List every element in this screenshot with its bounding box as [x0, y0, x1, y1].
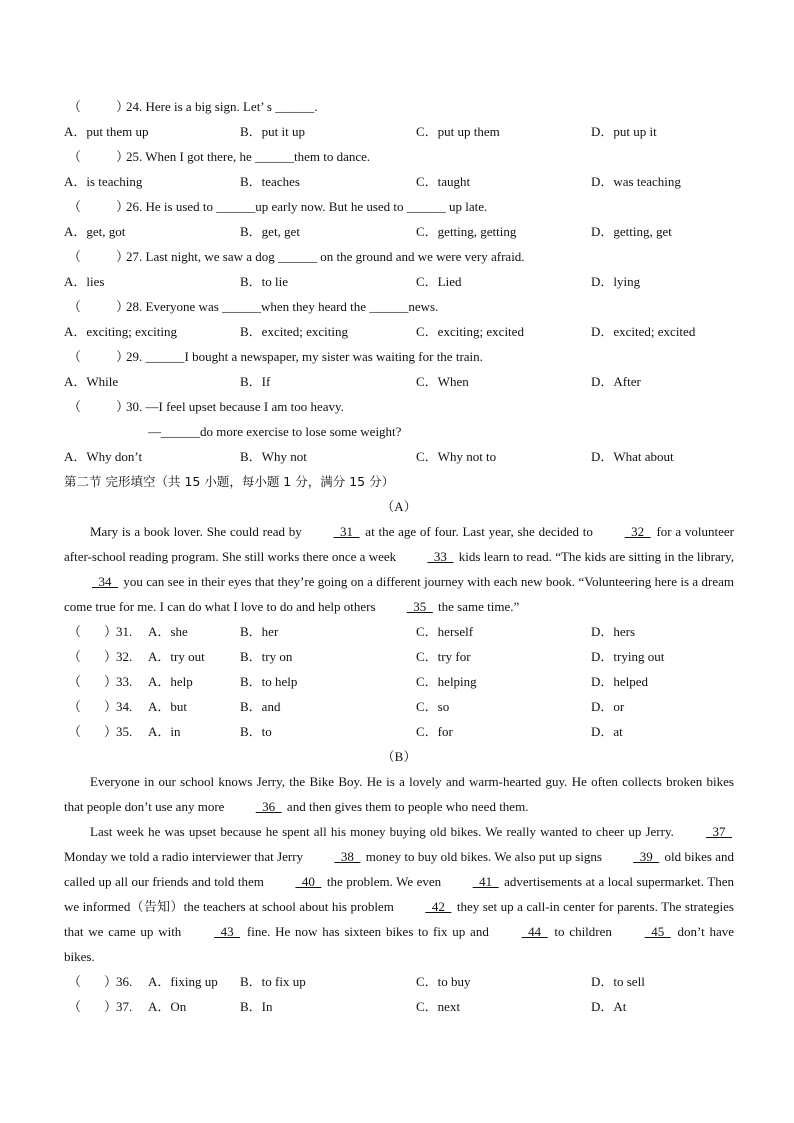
passage-text-segment: you can see in their eyes that they’re going on a different journey with each new book. “Volunteering here is a dream come true for me. I can do what I love to do and help others [64, 574, 734, 614]
option-c: C．helping [416, 674, 477, 689]
option-a: A．lies [64, 274, 105, 289]
question-text: Here is a big sign. Let’ s ______. [145, 99, 318, 114]
question-text: —I feel upset because I am too heavy. [145, 399, 344, 414]
option-a: A．fixing up [148, 974, 218, 989]
option-d: D．lying [591, 274, 641, 289]
option-a: A．put them up [64, 124, 149, 139]
cloze-blank: 36 [255, 799, 282, 814]
answer-paren-open: （ [68, 974, 82, 989]
cloze-question-row [64, 619, 734, 644]
passage-a-questions [64, 619, 734, 744]
option-row [64, 269, 734, 294]
option-row [64, 219, 734, 244]
section-title: 第二节 完形填空（共 15 小题，每小题 1 分，满分 15 分） [64, 474, 395, 489]
passage-text-segment: they set up a call-in center for parents. The strategies that we came up with [64, 899, 734, 939]
cloze-question-row [64, 669, 734, 694]
question-number: 36. [116, 974, 133, 989]
cloze-blank: 34 [92, 574, 118, 589]
passage-text-segment: kids learn to read. “The kids are sitting in the library, [455, 549, 734, 564]
cloze-question-row [64, 694, 734, 719]
cloze-blank: 41 [472, 874, 499, 889]
answer-paren-open: （ [68, 724, 82, 739]
answer-paren-close: ） [104, 624, 118, 639]
answer-paren-open: （ [68, 249, 82, 264]
passage-a-label: （A） [381, 499, 417, 514]
cloze-question-row [64, 994, 734, 1019]
option-b: B．If [240, 374, 271, 389]
option-row [64, 369, 734, 394]
option-d: D．trying out [591, 649, 665, 664]
option-c: C．so [416, 699, 450, 714]
option-c: C．Why not to [416, 449, 497, 464]
option-a: A．Why don’t [64, 449, 143, 464]
question-number: 32. [116, 649, 133, 664]
option-a: A．is teaching [64, 174, 143, 189]
option-a: A．exciting; exciting [64, 324, 178, 339]
answer-paren-close: ） [116, 149, 130, 164]
passage-text-segment: and then gives them to people who need them. [283, 799, 529, 814]
passage-text-segment: Everyone in our school knows Jerry, the Bike Boy. He is a lovely and warm-hearted guy. He often collects broken bikes that people don’t use any more [64, 774, 734, 814]
question-number: 37. [116, 999, 133, 1014]
cloze-blank: 31 [333, 524, 360, 539]
option-a: A．try out [148, 649, 205, 664]
multiple-choice-section [64, 94, 734, 469]
question-number: 25. [126, 149, 146, 164]
answer-paren-close: ） [104, 699, 118, 714]
cloze-blank: 35 [406, 599, 433, 614]
question-stem [64, 94, 734, 119]
question-text: He is used to ______up early now. But he used to ______ up late. [145, 199, 488, 214]
option-d: D．excited; excited [591, 324, 696, 339]
question-stem [64, 194, 734, 219]
option-b: B．to [240, 724, 272, 739]
answer-paren-open: （ [68, 299, 82, 314]
question-number: 24. [126, 99, 146, 114]
option-a: A．but [148, 699, 188, 714]
answer-paren-close: ） [104, 999, 118, 1014]
answer-paren-open: （ [68, 149, 82, 164]
question-number: 29. [126, 349, 146, 364]
option-row [64, 119, 734, 144]
answer-paren-open: （ [68, 199, 82, 214]
option-c: C．next [416, 999, 461, 1014]
option-d: D．put up it [591, 124, 657, 139]
question-number: 31. [116, 624, 133, 639]
question-stem [64, 294, 734, 319]
option-a: A．On [148, 999, 187, 1014]
answer-paren-open: （ [68, 699, 82, 714]
option-a: A．she [148, 624, 188, 639]
option-c: C．exciting; excited [416, 324, 524, 339]
option-a: A．get, got [64, 224, 126, 239]
answer-paren-open: （ [68, 349, 82, 364]
passage-text-segment: the same time.” [434, 599, 520, 614]
passage-text-segment: for a volunteer after-school reading program. She still works there once a week [64, 524, 735, 564]
answer-paren-close: ） [104, 724, 118, 739]
cloze-question-row [64, 644, 734, 669]
option-b: B．and [240, 699, 281, 714]
question-number: 30. [126, 399, 146, 414]
option-c: C．When [416, 374, 469, 389]
cloze-blank: 32 [624, 524, 651, 539]
answer-paren-close: ） [104, 974, 118, 989]
question-text-line-2: —______do more exercise to lose some weight? [148, 424, 402, 439]
passage-text-segment: fine. He now has sixteen bikes to fix up and [242, 924, 494, 939]
answer-paren-close: ） [116, 349, 130, 364]
answer-paren-close: ） [116, 249, 130, 264]
option-d: D．to sell [591, 974, 645, 989]
option-c: C．herself [416, 624, 474, 639]
cloze-question-row [64, 969, 734, 994]
option-b: B．Why not [240, 449, 307, 464]
passage-a-text [64, 519, 734, 619]
passage-b-label: （B） [381, 749, 417, 764]
cloze-blank: 40 [295, 874, 322, 889]
answer-paren-close: ） [116, 299, 130, 314]
option-row [64, 444, 734, 469]
option-b: B．teaches [240, 174, 300, 189]
option-b: B．her [240, 624, 279, 639]
cloze-blank: 45 [644, 924, 671, 939]
option-b: B．excited; exciting [240, 324, 348, 339]
option-c: C．try for [416, 649, 471, 664]
exam-page [64, 94, 734, 1019]
option-d: D．at [591, 724, 623, 739]
option-d: D．After [591, 374, 641, 389]
question-text: Last night, we saw a dog ______ on the ground and we were very afraid. [145, 249, 525, 264]
question-number: 35. [116, 724, 133, 739]
option-b: B．to lie [240, 274, 289, 289]
cloze-blank: 42 [425, 899, 452, 914]
passage-text-segment: Last week he was upset because he spent all his money buying old bikes. We really wanted to cheer up Jerry. [90, 824, 678, 839]
question-text: ______I bought a newspaper, my sister was waiting for the train. [145, 349, 483, 364]
cloze-question-row [64, 719, 734, 744]
passage-text-segment: at the age of four. Last year, she decided to [361, 524, 597, 539]
option-d: D．What about [591, 449, 674, 464]
passage-b-paragraph-1 [64, 769, 734, 819]
question-number: 28. [126, 299, 146, 314]
passage-text-segment: Monday we told a radio interviewer that Jerry [64, 849, 307, 864]
option-row [64, 319, 734, 344]
option-c: C．getting, getting [416, 224, 517, 239]
option-a: A．While [64, 374, 119, 389]
passage-text-segment: the problem. We even [323, 874, 445, 889]
option-a: A．help [148, 674, 193, 689]
question-number: 26. [126, 199, 146, 214]
option-b: B．try on [240, 649, 293, 664]
question-number: 34. [116, 699, 133, 714]
cloze-blank: 38 [334, 849, 361, 864]
cloze-blank: 37 [706, 824, 732, 839]
passage-text-segment: don’t have bikes. [64, 924, 734, 964]
option-c: C．Lied [416, 274, 462, 289]
passage-b-paragraph-2 [64, 819, 734, 969]
option-b: B．put it up [240, 124, 306, 139]
passage-b-questions [64, 969, 734, 1019]
option-a: A．in [148, 724, 181, 739]
option-c: C．taught [416, 174, 471, 189]
answer-paren-open: （ [68, 399, 82, 414]
passage-text-segment: Mary is a book lover. She could read by [90, 524, 306, 539]
answer-paren-open: （ [68, 674, 82, 689]
answer-paren-open: （ [68, 649, 82, 664]
cloze-blank: 33 [427, 549, 454, 564]
answer-paren-close: ） [104, 649, 118, 664]
option-row [64, 169, 734, 194]
option-c: C．to buy [416, 974, 471, 989]
option-d: D．helped [591, 674, 649, 689]
answer-paren-close: ） [116, 99, 130, 114]
question-stem [64, 344, 734, 369]
answer-paren-open: （ [68, 624, 82, 639]
answer-paren-close: ） [116, 399, 130, 414]
option-b: B．get, get [240, 224, 300, 239]
option-b: B．In [240, 999, 273, 1014]
answer-paren-close: ） [116, 199, 130, 214]
option-d: D．hers [591, 624, 636, 639]
cloze-blank: 43 [214, 924, 241, 939]
option-c: C．put up them [416, 124, 500, 139]
option-b: B．to help [240, 674, 298, 689]
question-number: 27. [126, 249, 146, 264]
question-stem [64, 394, 734, 419]
question-text: When I got there, he ______them to dance. [145, 149, 371, 164]
passage-text-segment: to children [549, 924, 617, 939]
cloze-blank: 39 [633, 849, 660, 864]
option-d: D．getting, get [591, 224, 672, 239]
answer-paren-open: （ [68, 999, 82, 1014]
answer-paren-close: ） [104, 674, 118, 689]
answer-paren-open: （ [68, 99, 82, 114]
option-d: D．At [591, 999, 627, 1014]
question-stem [64, 144, 734, 169]
passage-text-segment: old bikes and called up all our friends and told them [64, 849, 735, 889]
passage-text-segment: advertisements at a local supermarket. Then we informed（告知）the teachers at school about his problem [64, 874, 734, 914]
option-c: C．for [416, 724, 453, 739]
option-d: D．was teaching [591, 174, 681, 189]
question-text: Everyone was ______when they heard the ______news. [145, 299, 439, 314]
option-b: B．to fix up [240, 974, 306, 989]
question-stem [64, 244, 734, 269]
question-number: 33. [116, 674, 133, 689]
cloze-blank: 44 [521, 924, 548, 939]
option-d: D．or [591, 699, 625, 714]
passage-text-segment: money to buy old bikes. We also put up signs [362, 849, 606, 864]
